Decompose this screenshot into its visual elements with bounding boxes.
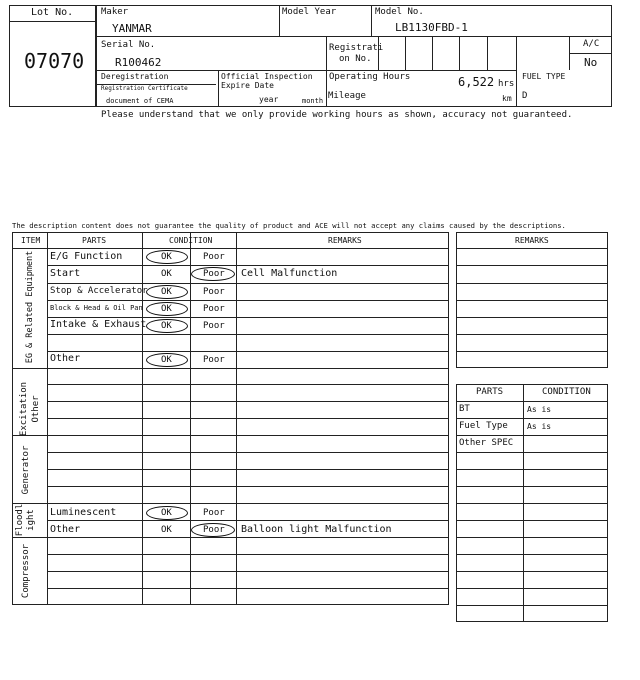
fuel-type-label: FUEL TYPE	[522, 72, 566, 81]
model-year-label: Model Year	[282, 7, 337, 17]
spec-part-bt: BT	[459, 404, 470, 414]
remark-start: Cell Malfunction	[241, 268, 338, 279]
maker-value: YANMAR	[112, 22, 152, 35]
spec-condition-fuel-type: As is	[527, 422, 552, 431]
part-block-head-oil-pan: Block & Head & Oil Pan	[50, 304, 143, 312]
poor-label: Poor	[203, 525, 225, 535]
spec-condition-bt: As is	[527, 405, 552, 414]
part-other-eg: Other	[50, 353, 81, 364]
poor-label: Poor	[203, 287, 225, 297]
part-intake-exhaust: Intake & Exhaust	[50, 319, 147, 330]
dereg-cert-label: Registration Certificate	[101, 85, 188, 92]
mileage-label: Mileage	[328, 91, 366, 101]
ok-label: OK	[161, 252, 172, 262]
part-eg-function: E/G Function	[50, 251, 123, 262]
part-luminescent: Luminescent	[50, 507, 117, 518]
dereg-label: Deregistration	[101, 72, 169, 81]
year-label: year	[259, 95, 279, 104]
expire-date-label: Expire Date	[221, 81, 274, 90]
model-no-label: Model No.	[375, 7, 424, 17]
poor-label: Poor	[203, 252, 225, 262]
operating-hours-label: Operating Hours	[329, 72, 411, 82]
ok-label: OK	[161, 321, 172, 331]
cema-label: document of CEMA	[106, 97, 174, 105]
lot-number: 07070	[24, 49, 85, 73]
col-item-header: ITEM	[21, 236, 41, 245]
col-remarks-header: REMARKS	[328, 236, 362, 245]
month-label: month	[302, 97, 324, 105]
operating-hours-value: 6,522	[458, 75, 495, 89]
fuel-type-value: D	[522, 91, 528, 101]
group-generator-label: Generator	[21, 445, 31, 495]
col-parts-header: PARTS	[82, 236, 107, 245]
part-start: Start	[50, 268, 81, 279]
model-no-value: LB1130FBD-1	[395, 21, 468, 34]
group-excitation-label: Excitation	[19, 381, 29, 437]
spec-parts-header: PARTS	[476, 387, 504, 397]
group-floodlight-label-2: ight	[26, 509, 36, 531]
km-label: km	[502, 94, 512, 103]
lot-label: Lot No.	[31, 7, 74, 18]
group-excitation-label-2: Other	[31, 395, 41, 423]
spec-part-fuel-type: Fuel Type	[459, 421, 508, 431]
group-floodlight-label: Floodl	[15, 503, 25, 537]
right-remarks-header: REMARKS	[515, 236, 549, 245]
ok-label: OK	[161, 269, 172, 279]
disclaimer: The description content does not guarantee the quality of product and ACE will not accept any claims caused by the descriptions.	[12, 221, 566, 230]
group-eg-label: EG & Related Equipment	[25, 250, 35, 364]
spec-condition-header: CONDITION	[542, 387, 591, 397]
group-compressor-label: Compressor	[21, 543, 31, 599]
poor-label: Poor	[203, 508, 225, 518]
part-other-floodlight: Other	[50, 524, 81, 535]
serial-value: R100462	[115, 56, 162, 69]
poor-label: Poor	[203, 355, 225, 365]
col-condition-header: CONDITION	[169, 236, 213, 245]
maker-label: Maker	[101, 7, 129, 17]
hrs-label: hrs	[498, 79, 515, 89]
spec-part-other-spec: Other SPEC	[459, 438, 514, 448]
ok-label: OK	[161, 287, 172, 297]
hours-notice: Please understand that we only provide working hours as shown, accuracy not guaranteed.	[101, 110, 573, 120]
ok-label: OK	[161, 304, 172, 314]
ok-label: OK	[161, 525, 172, 535]
ac-label: A/C	[583, 39, 600, 49]
registration-label-2: on No.	[339, 54, 372, 64]
official-inspection-label: Official Inspection	[221, 72, 313, 81]
remark-floodlight-other: Balloon light Malfunction	[241, 524, 392, 535]
ok-label: OK	[161, 355, 172, 365]
part-stop-accelerator: Stop & Accelerator	[50, 286, 148, 296]
poor-label: Poor	[203, 321, 225, 331]
poor-label: Poor	[203, 304, 225, 314]
poor-label: Poor	[203, 269, 225, 279]
ac-value: No	[584, 56, 598, 69]
ok-label: OK	[161, 508, 172, 518]
registration-label: Registrati	[329, 43, 384, 53]
serial-label: Serial No.	[101, 40, 156, 50]
